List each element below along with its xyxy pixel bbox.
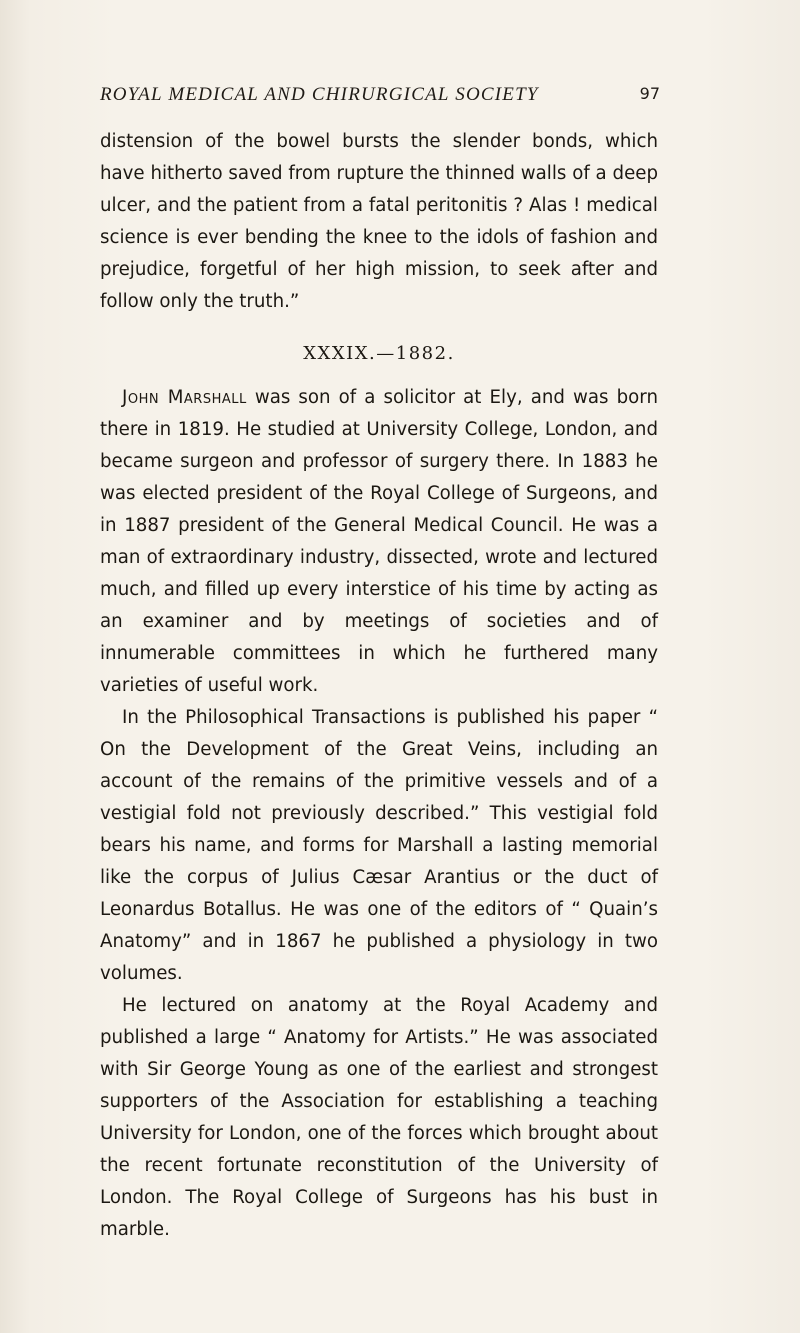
body-text (100, 126, 658, 1246)
paragraph-biography (100, 382, 658, 702)
paragraph-continued: distension of the bowel bursts the slender bonds, which have hitherto saved from rupture the thinned walls of a deep ulcer, and the patient from a fatal peritonitis ? Alas ! medical science is ever bending the knee to the idols of fashion and prejudice, forgetful of her high mission, to seek after and follow only the truth.” (100, 131, 658, 312)
page-number: 97 (639, 84, 660, 103)
paragraph-biography-text: was son of a solicitor at Ely, and was born there in 1819. He studied at University College, London, and became surgeon and professor of surgery there. In 1883 he was elected president of the Royal College of Surgeons, and in 1887 president of the General Medical Council. He was a man of extraordinary industry, dissected, wrote and lectured much, and filled up every interstice of his time by acting as an examiner and by meetings of societies and of innumerable committees in which he furthered many varieties of useful work. (100, 387, 658, 696)
paragraph-publications: In the Philosophical Transactions is published his paper “ On the Development of the Great Veins, including an account of the remains of the primitive vessels and of a vestigial fold not previously described.” This vestigial fold bears his name, and forms for Marshall a lasting memorial like the corpus of Julius Cæsar Arantius or the duct of Leonardus Botallus. He was one of the editors of “ Quain’s Anatomy” and in 1867 he published a physiology in two volumes. (100, 707, 658, 984)
section-heading: XXXIX.—1882. (303, 343, 455, 364)
running-title: ROYAL MEDICAL AND CHIRURGICAL SOCIETY (100, 84, 539, 105)
subject-name: John Marshall (122, 387, 247, 408)
paragraph-lectures: He lectured on anatomy at the Royal Academy and published a large “ Anatomy for Artists.” He was associated with Sir George Young as one of the earliest and strongest supporters of the Association for establishing a teaching University for London, one of the forces which brought about the recent fortunate reconstitution of the University of London. The Royal College of Surgeons has his bust in marble. (100, 995, 658, 1240)
running-head (100, 84, 660, 112)
